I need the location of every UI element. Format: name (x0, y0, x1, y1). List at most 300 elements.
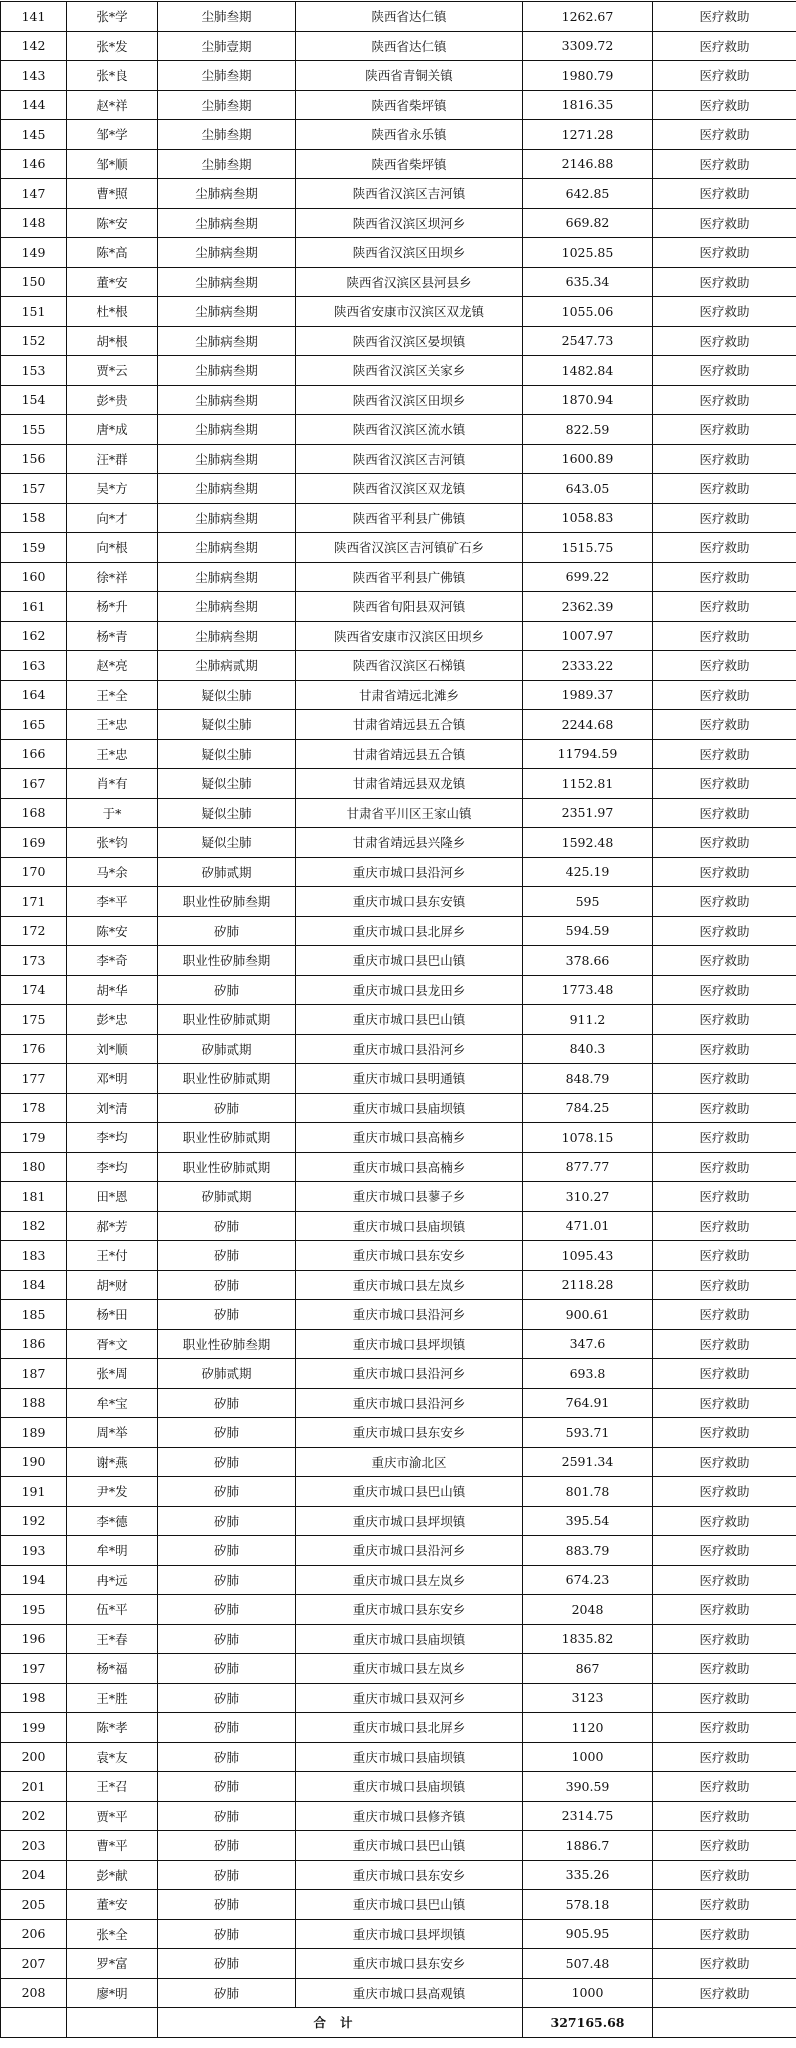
table-row (1, 90, 796, 120)
cell-name: 王*胜 (67, 1683, 158, 1713)
cell-amount: 395.54 (523, 1506, 653, 1536)
cell-amount: 905.95 (523, 1919, 653, 1949)
cell-aid-type: 医疗救助 (653, 562, 796, 592)
cell-address: 陕西省达仁镇 (296, 31, 523, 61)
cell-diagnosis: 矽肺 (158, 1801, 296, 1831)
cell-diagnosis: 尘肺病叁期 (158, 356, 296, 386)
cell-address: 陕西省汉滨区流水镇 (296, 415, 523, 445)
cell-diagnosis: 矽肺 (158, 1742, 296, 1772)
table-row (1, 1093, 796, 1123)
cell-address: 陕西省旬阳县双河镇 (296, 592, 523, 622)
cell-aid-type: 医疗救助 (653, 1713, 796, 1743)
cell-amount: 1120 (523, 1713, 653, 1743)
cell-name: 冉*远 (67, 1565, 158, 1595)
cell-amount: 578.18 (523, 1890, 653, 1920)
table-row (1, 1182, 796, 1212)
cell-name: 郝*芳 (67, 1211, 158, 1241)
cell-index: 198 (1, 1683, 67, 1713)
cell-address: 重庆市城口县庙坝镇 (296, 1211, 523, 1241)
cell-index: 206 (1, 1919, 67, 1949)
cell-address: 甘肃省靖远县五合镇 (296, 739, 523, 769)
cell-name: 王*春 (67, 1624, 158, 1654)
total-row (1, 2008, 796, 2038)
cell-amount: 2333.22 (523, 651, 653, 681)
cell-index: 156 (1, 444, 67, 474)
cell-name: 邓*明 (67, 1064, 158, 1094)
table-row (1, 1034, 796, 1064)
cell-name: 杨*福 (67, 1654, 158, 1684)
cell-index: 147 (1, 179, 67, 209)
cell-diagnosis: 尘肺叁期 (158, 2, 296, 32)
cell-index: 185 (1, 1300, 67, 1330)
cell-address: 陕西省汉滨区田坝乡 (296, 385, 523, 415)
cell-diagnosis: 尘肺病叁期 (158, 533, 296, 563)
cell-address: 陕西省青铜关镇 (296, 61, 523, 91)
cell-name: 赵*亮 (67, 651, 158, 681)
cell-index: 141 (1, 2, 67, 32)
cell-index: 149 (1, 238, 67, 268)
cell-diagnosis: 职业性矽肺叁期 (158, 1329, 296, 1359)
cell-name: 于* (67, 798, 158, 828)
cell-diagnosis: 矽肺 (158, 1978, 296, 2008)
cell-name: 李*均 (67, 1152, 158, 1182)
cell-index: 153 (1, 356, 67, 386)
cell-aid-type: 医疗救助 (653, 1624, 796, 1654)
cell-aid-type: 医疗救助 (653, 710, 796, 740)
cell-address: 陕西省柴坪镇 (296, 90, 523, 120)
cell-diagnosis: 尘肺病叁期 (158, 592, 296, 622)
cell-index: 151 (1, 297, 67, 327)
cell-address: 陕西省汉滨区吉河镇 (296, 444, 523, 474)
table-row (1, 975, 796, 1005)
cell-aid-type: 医疗救助 (653, 1595, 796, 1625)
cell-index: 145 (1, 120, 67, 150)
cell-amount: 347.6 (523, 1329, 653, 1359)
cell-amount: 642.85 (523, 179, 653, 209)
cell-amount: 1980.79 (523, 61, 653, 91)
cell-aid-type: 医疗救助 (653, 444, 796, 474)
cell-index: 154 (1, 385, 67, 415)
cell-amount: 1262.67 (523, 2, 653, 32)
cell-index: 164 (1, 680, 67, 710)
cell-aid-type: 医疗救助 (653, 1654, 796, 1684)
cell-diagnosis: 矽肺贰期 (158, 857, 296, 887)
cell-index: 194 (1, 1565, 67, 1595)
cell-index: 190 (1, 1447, 67, 1477)
cell-address: 重庆市城口县龙田乡 (296, 975, 523, 1005)
cell-aid-type: 医疗救助 (653, 975, 796, 1005)
table-row (1, 1978, 796, 2008)
cell-name: 向*才 (67, 503, 158, 533)
cell-amount: 2547.73 (523, 326, 653, 356)
cell-index: 202 (1, 1801, 67, 1831)
cell-diagnosis: 疑似尘肺 (158, 680, 296, 710)
cell-name: 廖*明 (67, 1978, 158, 2008)
cell-address: 重庆市渝北区 (296, 1447, 523, 1477)
cell-name: 彭*贵 (67, 385, 158, 415)
cell-diagnosis: 尘肺叁期 (158, 61, 296, 91)
cell-name: 吴*方 (67, 474, 158, 504)
cell-aid-type: 医疗救助 (653, 1005, 796, 1035)
table-row (1, 1005, 796, 1035)
cell-amount: 2314.75 (523, 1801, 653, 1831)
table-row (1, 710, 796, 740)
table-row (1, 1447, 796, 1477)
cell-aid-type: 医疗救助 (653, 1270, 796, 1300)
cell-index: 168 (1, 798, 67, 828)
cell-aid-type: 医疗救助 (653, 1772, 796, 1802)
cell-index: 187 (1, 1359, 67, 1389)
cell-amount: 643.05 (523, 474, 653, 504)
cell-address: 重庆市城口县东安乡 (296, 1418, 523, 1448)
cell-aid-type: 医疗救助 (653, 267, 796, 297)
cell-address: 重庆市城口县沿河乡 (296, 1300, 523, 1330)
cell-diagnosis: 矽肺 (158, 1418, 296, 1448)
cell-address: 重庆市城口县修齐镇 (296, 1801, 523, 1831)
cell-diagnosis: 矽肺 (158, 1093, 296, 1123)
cell-name: 李*德 (67, 1506, 158, 1536)
total-blank-cell (653, 2008, 796, 2038)
cell-index: 165 (1, 710, 67, 740)
cell-index: 171 (1, 887, 67, 917)
table-row (1, 1949, 796, 1979)
cell-aid-type: 医疗救助 (653, 1949, 796, 1979)
table-row (1, 1477, 796, 1507)
cell-index: 148 (1, 208, 67, 238)
table-row (1, 680, 796, 710)
cell-amount: 3123 (523, 1683, 653, 1713)
cell-aid-type: 医疗救助 (653, 1182, 796, 1212)
cell-amount: 1000 (523, 1742, 653, 1772)
cell-amount: 822.59 (523, 415, 653, 445)
cell-amount: 1870.94 (523, 385, 653, 415)
cell-diagnosis: 矽肺 (158, 1713, 296, 1743)
cell-name: 陈*孝 (67, 1713, 158, 1743)
cell-amount: 1055.06 (523, 297, 653, 327)
table-row (1, 1123, 796, 1153)
cell-aid-type: 医疗救助 (653, 385, 796, 415)
cell-name: 牟*宝 (67, 1388, 158, 1418)
cell-amount: 2048 (523, 1595, 653, 1625)
table-row (1, 1713, 796, 1743)
cell-name: 刘*清 (67, 1093, 158, 1123)
cell-amount: 595 (523, 887, 653, 917)
cell-index: 143 (1, 61, 67, 91)
cell-index: 177 (1, 1064, 67, 1094)
cell-index: 172 (1, 916, 67, 946)
cell-address: 陕西省达仁镇 (296, 2, 523, 32)
table-row (1, 1831, 796, 1861)
cell-aid-type: 医疗救助 (653, 769, 796, 799)
cell-index: 188 (1, 1388, 67, 1418)
cell-address: 重庆市城口县北屏乡 (296, 1713, 523, 1743)
cell-amount: 1816.35 (523, 90, 653, 120)
cell-diagnosis: 矽肺 (158, 1241, 296, 1271)
cell-aid-type: 医疗救助 (653, 621, 796, 651)
cell-index: 195 (1, 1595, 67, 1625)
cell-address: 重庆市城口县北屏乡 (296, 916, 523, 946)
cell-address: 陕西省汉滨区吉河镇 (296, 179, 523, 209)
cell-name: 王*忠 (67, 739, 158, 769)
cell-amount: 2362.39 (523, 592, 653, 622)
cell-name: 张*钧 (67, 828, 158, 858)
cell-amount: 1271.28 (523, 120, 653, 150)
cell-aid-type: 医疗救助 (653, 1152, 796, 1182)
cell-name: 曹*平 (67, 1831, 158, 1861)
cell-index: 199 (1, 1713, 67, 1743)
cell-aid-type: 医疗救助 (653, 651, 796, 681)
cell-aid-type: 医疗救助 (653, 887, 796, 917)
cell-aid-type: 医疗救助 (653, 238, 796, 268)
table-row (1, 179, 796, 209)
cell-index: 178 (1, 1093, 67, 1123)
cell-address: 重庆市城口县庙坝镇 (296, 1624, 523, 1654)
cell-address: 重庆市城口县蓼子乡 (296, 1182, 523, 1212)
cell-aid-type: 医疗救助 (653, 61, 796, 91)
cell-amount: 764.91 (523, 1388, 653, 1418)
table-row (1, 1801, 796, 1831)
cell-aid-type: 医疗救助 (653, 1831, 796, 1861)
table-row (1, 238, 796, 268)
cell-amount: 801.78 (523, 1477, 653, 1507)
table-row (1, 149, 796, 179)
cell-index: 146 (1, 149, 67, 179)
cell-address: 重庆市城口县沿河乡 (296, 1388, 523, 1418)
cell-diagnosis: 尘肺病叁期 (158, 474, 296, 504)
table-row (1, 474, 796, 504)
table-row (1, 297, 796, 327)
cell-aid-type: 医疗救助 (653, 1536, 796, 1566)
cell-aid-type: 医疗救助 (653, 857, 796, 887)
cell-diagnosis: 疑似尘肺 (158, 828, 296, 858)
cell-diagnosis: 矽肺 (158, 1624, 296, 1654)
cell-name: 杜*根 (67, 297, 158, 327)
table-row (1, 415, 796, 445)
cell-address: 陕西省汉滨区关家乡 (296, 356, 523, 386)
cell-diagnosis: 矽肺 (158, 1270, 296, 1300)
cell-index: 197 (1, 1654, 67, 1684)
cell-name: 王*忠 (67, 710, 158, 740)
cell-diagnosis: 尘肺病叁期 (158, 385, 296, 415)
cell-name: 邹*学 (67, 120, 158, 150)
cell-address: 重庆市城口县左岚乡 (296, 1565, 523, 1595)
cell-index: 204 (1, 1860, 67, 1890)
cell-diagnosis: 尘肺病叁期 (158, 326, 296, 356)
cell-name: 胡*华 (67, 975, 158, 1005)
cell-amount: 1989.37 (523, 680, 653, 710)
table-row (1, 1211, 796, 1241)
cell-diagnosis: 矽肺 (158, 975, 296, 1005)
cell-address: 重庆市城口县沿河乡 (296, 857, 523, 887)
table-row (1, 1595, 796, 1625)
cell-diagnosis: 矽肺贰期 (158, 1182, 296, 1212)
table-row (1, 857, 796, 887)
cell-name: 向*根 (67, 533, 158, 563)
cell-name: 田*恩 (67, 1182, 158, 1212)
table-row (1, 120, 796, 150)
cell-address: 重庆市城口县巴山镇 (296, 1005, 523, 1035)
cell-diagnosis: 尘肺病叁期 (158, 621, 296, 651)
cell-diagnosis: 尘肺病叁期 (158, 503, 296, 533)
cell-diagnosis: 矽肺 (158, 1388, 296, 1418)
cell-amount: 883.79 (523, 1536, 653, 1566)
cell-amount: 1773.48 (523, 975, 653, 1005)
cell-diagnosis: 矽肺 (158, 1211, 296, 1241)
table-row (1, 533, 796, 563)
cell-amount: 699.22 (523, 562, 653, 592)
cell-address: 陕西省柴坪镇 (296, 149, 523, 179)
table-row (1, 1919, 796, 1949)
cell-aid-type: 医疗救助 (653, 2, 796, 32)
cell-name: 陈*安 (67, 208, 158, 238)
cell-index: 160 (1, 562, 67, 592)
cell-aid-type: 医疗救助 (653, 680, 796, 710)
cell-aid-type: 医疗救助 (653, 474, 796, 504)
cell-diagnosis: 职业性矽肺贰期 (158, 1152, 296, 1182)
cell-diagnosis: 矽肺 (158, 1890, 296, 1920)
cell-diagnosis: 矽肺 (158, 1565, 296, 1595)
cell-index: 189 (1, 1418, 67, 1448)
cell-diagnosis: 尘肺病叁期 (158, 238, 296, 268)
table-row (1, 592, 796, 622)
cell-amount: 1078.15 (523, 1123, 653, 1153)
cell-address: 陕西省汉滨区田坝乡 (296, 238, 523, 268)
cell-diagnosis: 尘肺壹期 (158, 31, 296, 61)
table-row (1, 1359, 796, 1389)
cell-name: 伍*平 (67, 1595, 158, 1625)
cell-index: 186 (1, 1329, 67, 1359)
cell-aid-type: 医疗救助 (653, 1329, 796, 1359)
cell-amount: 1835.82 (523, 1624, 653, 1654)
cell-diagnosis: 疑似尘肺 (158, 769, 296, 799)
cell-address: 重庆市城口县巴山镇 (296, 1831, 523, 1861)
cell-name: 汪*群 (67, 444, 158, 474)
table-row (1, 769, 796, 799)
cell-amount: 1025.85 (523, 238, 653, 268)
cell-diagnosis: 职业性矽肺叁期 (158, 946, 296, 976)
cell-aid-type: 医疗救助 (653, 533, 796, 563)
cell-address: 陕西省汉滨区县河县乡 (296, 267, 523, 297)
cell-aid-type: 医疗救助 (653, 1211, 796, 1241)
cell-address: 重庆市城口县高楠乡 (296, 1152, 523, 1182)
table-row (1, 503, 796, 533)
cell-aid-type: 医疗救助 (653, 1034, 796, 1064)
cell-diagnosis: 矽肺 (158, 1772, 296, 1802)
cell-aid-type: 医疗救助 (653, 1447, 796, 1477)
total-blank-cell (67, 2008, 158, 2038)
table-row (1, 651, 796, 681)
cell-amount: 784.25 (523, 1093, 653, 1123)
cell-aid-type: 医疗救助 (653, 149, 796, 179)
cell-amount: 425.19 (523, 857, 653, 887)
cell-index: 196 (1, 1624, 67, 1654)
cell-address: 重庆市城口县左岚乡 (296, 1654, 523, 1684)
cell-amount: 1152.81 (523, 769, 653, 799)
cell-index: 201 (1, 1772, 67, 1802)
cell-index: 159 (1, 533, 67, 563)
cell-aid-type: 医疗救助 (653, 1890, 796, 1920)
table-row (1, 828, 796, 858)
cell-address: 重庆市城口县左岚乡 (296, 1270, 523, 1300)
cell-index: 158 (1, 503, 67, 533)
total-label: 合计 (158, 2008, 523, 2038)
cell-aid-type: 医疗救助 (653, 1683, 796, 1713)
table-row (1, 1300, 796, 1330)
cell-diagnosis: 尘肺病叁期 (158, 415, 296, 445)
table-row (1, 356, 796, 386)
cell-amount: 378.66 (523, 946, 653, 976)
cell-address: 陕西省永乐镇 (296, 120, 523, 150)
cell-name: 周*举 (67, 1418, 158, 1448)
cell-aid-type: 医疗救助 (653, 503, 796, 533)
cell-index: 162 (1, 621, 67, 651)
table-row (1, 1860, 796, 1890)
table-row (1, 61, 796, 91)
cell-index: 182 (1, 1211, 67, 1241)
cell-diagnosis: 矽肺贰期 (158, 1359, 296, 1389)
table-body (1, 2, 796, 2038)
cell-index: 207 (1, 1949, 67, 1979)
cell-diagnosis: 尘肺叁期 (158, 149, 296, 179)
cell-name: 张*良 (67, 61, 158, 91)
cell-diagnosis: 尘肺病贰期 (158, 651, 296, 681)
table-row (1, 1329, 796, 1359)
cell-amount: 848.79 (523, 1064, 653, 1094)
cell-aid-type: 医疗救助 (653, 1241, 796, 1271)
cell-name: 胥*文 (67, 1329, 158, 1359)
cell-name: 张*发 (67, 31, 158, 61)
cell-index: 179 (1, 1123, 67, 1153)
cell-index: 163 (1, 651, 67, 681)
cell-name: 马*余 (67, 857, 158, 887)
cell-diagnosis: 矽肺 (158, 1447, 296, 1477)
table-row (1, 208, 796, 238)
cell-index: 203 (1, 1831, 67, 1861)
table-row (1, 1388, 796, 1418)
cell-address: 陕西省平利县广佛镇 (296, 503, 523, 533)
table-row (1, 1624, 796, 1654)
cell-aid-type: 医疗救助 (653, 1477, 796, 1507)
cell-diagnosis: 矽肺贰期 (158, 1034, 296, 1064)
cell-aid-type: 医疗救助 (653, 208, 796, 238)
cell-name: 徐*祥 (67, 562, 158, 592)
cell-index: 200 (1, 1742, 67, 1772)
cell-aid-type: 医疗救助 (653, 1919, 796, 1949)
cell-address: 陕西省安康市汉滨区双龙镇 (296, 297, 523, 327)
table-row (1, 1742, 796, 1772)
cell-diagnosis: 尘肺病叁期 (158, 297, 296, 327)
cell-aid-type: 医疗救助 (653, 1093, 796, 1123)
cell-diagnosis: 疑似尘肺 (158, 798, 296, 828)
cell-aid-type: 医疗救助 (653, 1064, 796, 1094)
table-row (1, 1536, 796, 1566)
cell-name: 胡*财 (67, 1270, 158, 1300)
cell-address: 甘肃省靖远县双龙镇 (296, 769, 523, 799)
cell-index: 205 (1, 1890, 67, 1920)
cell-address: 重庆市城口县沿河乡 (296, 1034, 523, 1064)
cell-amount: 1482.84 (523, 356, 653, 386)
cell-diagnosis: 矽肺 (158, 1506, 296, 1536)
cell-address: 重庆市城口县巴山镇 (296, 946, 523, 976)
cell-amount: 2244.68 (523, 710, 653, 740)
cell-aid-type: 医疗救助 (653, 739, 796, 769)
cell-diagnosis: 矽肺 (158, 1831, 296, 1861)
cell-diagnosis: 尘肺病叁期 (158, 562, 296, 592)
cell-name: 彭*献 (67, 1860, 158, 1890)
cell-diagnosis: 职业性矽肺叁期 (158, 887, 296, 917)
cell-index: 150 (1, 267, 67, 297)
cell-address: 重庆市城口县双河乡 (296, 1683, 523, 1713)
